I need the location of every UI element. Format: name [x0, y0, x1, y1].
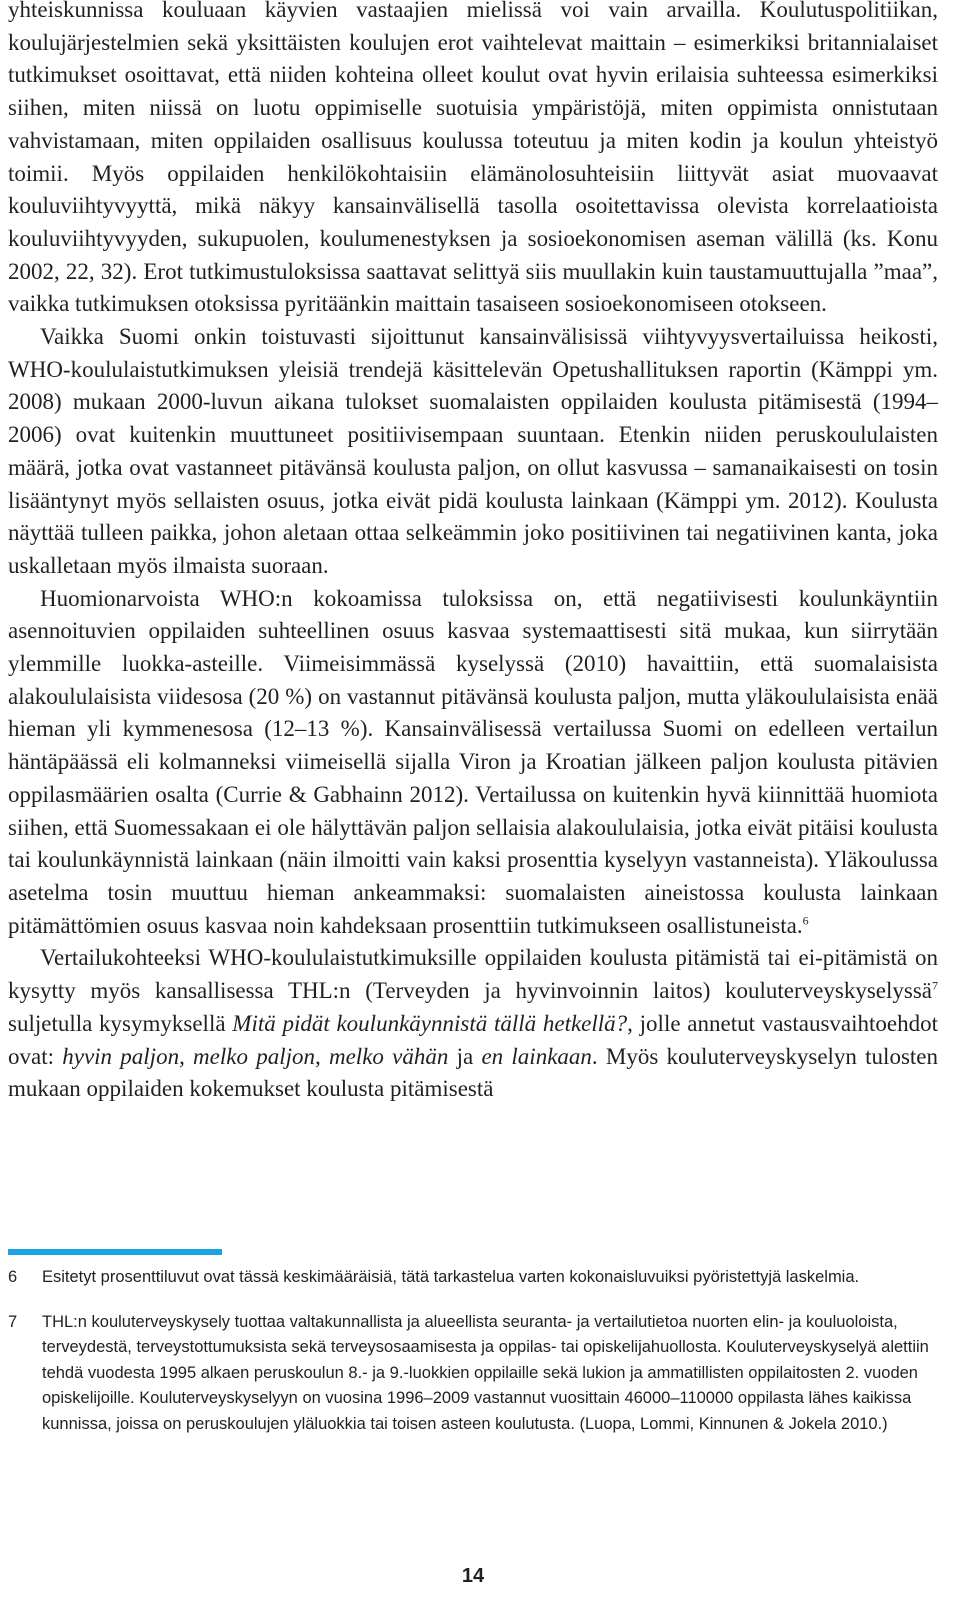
- paragraph-3: [8, 583, 938, 943]
- footnote-ref-6: 6: [802, 913, 809, 928]
- paragraph-4-text-c: , jolle annetut vastausvaihtoehdot ovat:: [8, 1010, 939, 1069]
- body-text: [8, 0, 938, 1106]
- document-page: [8, 0, 939, 1587]
- paragraph-1: [8, 0, 938, 321]
- footnote-separator: [8, 1249, 222, 1255]
- footnote-text: Esitetyt prosenttiluvut ovat tässä keskimääräisiä, tätä tarkastelua varten kokonaisluvuiksi pyöristettyjä laskelmia.: [42, 1268, 860, 1286]
- paragraph-4-text-e: . Myös kouluterveyskyselyn tulosten mukaan oppilaiden kokemukset koulusta pitämisestä: [8, 1043, 938, 1102]
- paragraph-4: [8, 942, 938, 1106]
- paragraph-1-text: yhteiskunnissa kouluaan käyvien vastaajien mielissä voi vain arvailla. Koulutuspolitiikan, koulujärjestelmien sekä yksittäisten koulujen erot vaihtelevat maittain – esimerkiksi britannialaiset tutkimukset osoittavat, että niiden kohteina olleet koulut ovat hyvin erilaisia suhteessa esimerkiksi siihen, miten niissä on luotu oppimiselle suotuisia ympäristöjä, miten oppimista onnistutaan vahvistamaan, miten oppilaiden osallisuus koulussa toteutuu ja miten kodin ja koulun yhteistyö toimii. Myös oppilaiden henkilökohtaisiin elämänolosuhteisiin liittyvät asiat muovaavat kouluviihtyvyyttä, mikä näkyy kansainvälisellä tasolla osoitettavissa olevista korrelaatioista kouluviihtyvyyden, sukupuolen, koulumenestyksen ja sosioekonomisen aseman välillä (ks. Konu 2002, 22, 32). Erot tutkimustuloksissa saattavat selittyä siis muullakin kuin taustamuuttujalla ”maa”, vaikka tutkimuksen otoksissa pyritäänkin maittain tasaiseen sosioekonomiseen otokseen.: [8, 0, 938, 317]
- answer-option-last: en lainkaan: [481, 1043, 592, 1069]
- footnote-ref-7: 7: [932, 978, 938, 993]
- paragraph-2-text: Vaikka Suomi onkin toistuvasti sijoittunut kansainvälisissä viihtyvyysvertailuissa heikosti, WHO-koululaistutkimuksen yleisiä trendejä käsittelevän Opetushallituksen raportin (Kämppi ym. 2008) mukaan 2000-luvun aikana tulokset suomalaisten oppilaiden koulusta pitämisestä (1994–2006) ovat kuitenkin muuttuneet positiivisempaan suuntaan. Etenkin niiden peruskoululaisten määrä, jotka ovat vastanneet pitävänsä koulusta paljon, on ollut kasvussa – samanaikaisesti on tosin lisääntynyt myös sellaisten osuus, jotka eivät pidä koulusta lainkaan (Kämppi ym. 2012). Koulusta näyttää tulleen paikka, johon aletaan ottaa selkeämmin joko positiivinen tai negatiivinen kanta, joka uskalletaan myös ilmaista suoraan.: [8, 324, 938, 578]
- paragraph-3-text: Huomionarvoista WHO:n kokoamissa tuloksissa on, että negatiivisesti koulunkäyntiin asennoituvien oppilaiden suhteellinen osuus kasvaa systemaattisesti sitä mukaa, kun siirrytään ylemmille luokka-asteille. Viimeisimmässä kyselyssä (2010) havaittiin, että suomalaisista alakoululaisista viidesosa (20 %) on vastannut pitävänsä koulusta paljon, mutta yläkoululaisista enää hieman yli kymmenesosa (12–13 %). Kansainvälisessä vertailussa Suomi on edelleen vertailun häntäpäässä eli kolmanneksi viimeisellä sijalla Viron ja Kroatian jälkeen paljon koulusta pitävien oppilasmäärien osalta (Currie & Gabhainn 2012). Vertailussa on kuitenkin hyvä kiinnittää huomiota siihen, että Suomessakaan ei ole hälyttävän paljon sellaisia alakoululaisia, jotka eivät pitäisi koulusta tai koulunkäynnistä lainkaan (näin ilmoitti vain kaksi prosenttia kyselyyn vastanneista). Yläkoulussa asetelma tosin muuttuu hieman ankeammaksi: suomalaisten aineistossa koulusta lainkaan pitämättömien osuus kasvaa noin kahdeksaan prosenttiin tutkimukseen osallistuneista.: [8, 585, 938, 938]
- footnote-number: 6: [8, 1268, 18, 1286]
- paragraph-4-text-a: Vertailukohteeksi WHO-koululaistutkimuksille oppilaiden koulusta pitämistä tai ei-pitämistä on kysytty myös kansallisessa THL:n (Terveyden ja hyvinvoinnin laitos) kouluterveyskyselyssä: [8, 945, 938, 1004]
- footnote-7: [8, 1310, 938, 1438]
- footnotes: [8, 1265, 938, 1437]
- footnote-6: [8, 1265, 938, 1291]
- footnote-number: 7: [8, 1312, 18, 1331]
- page-number: 14: [461, 1565, 485, 1587]
- paragraph-4-text-d: ja: [448, 1043, 482, 1069]
- answer-options: hyvin paljon, melko paljon, melko vähän: [62, 1043, 449, 1069]
- survey-question: Mitä pidät koulunkäynnistä tällä hetkellä?: [232, 1010, 628, 1036]
- paragraph-2: [8, 321, 938, 583]
- footnote-text: THL:n kouluterveyskysely tuottaa valtakunnallista ja alueellista seuranta- ja vertailutietoa nuorten elin- ja kouluoloista, terveydestä, terveystottumuksista sekä terveysosaamisesta ja oppilas- tai opiskelijahuollosta. Kouluterveyskyselyä alettiin tehdä vuodesta 1995 alkaen peruskoulun 8.- ja 9.-luokkien oppilaille sekä lukion ja ammatillisten oppilaitosten 2. vuoden opiskelijoille. Kouluterveyskyselyyn on vuosina 1996–2009 vastannut vuosittain 46000–110000 oppilasta lähes kaikissa kunnissa, joissa on peruskoulujen yläluokkia tai toisen asteen koulutusta. (Luopa, Lommi, Kinnunen & Jokela 2010.): [42, 1312, 929, 1433]
- paragraph-4-text-b: suljetulla kysymyksellä: [8, 1010, 233, 1036]
